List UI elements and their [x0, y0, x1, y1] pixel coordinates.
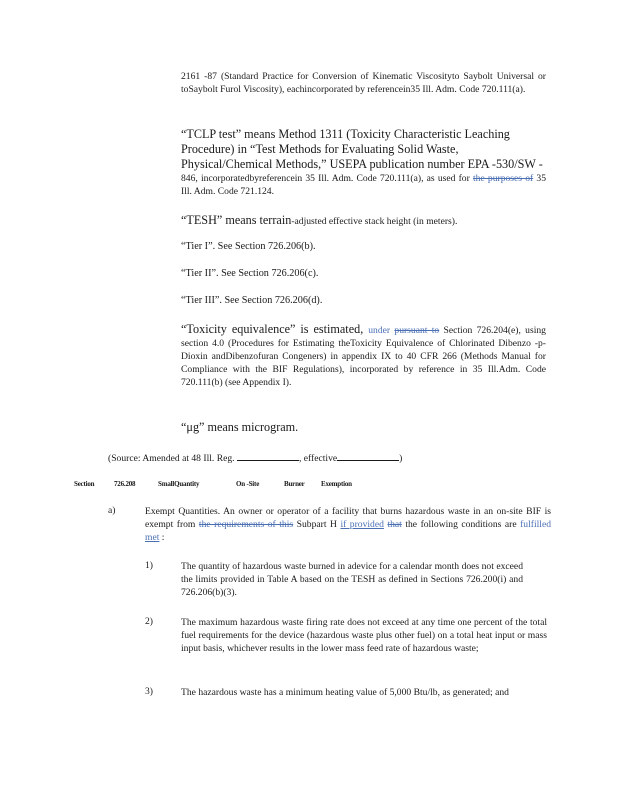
source-note	[108, 449, 528, 465]
item-2-label: 2)	[145, 616, 153, 627]
tclp-deleted: the purposes of	[473, 173, 534, 184]
microgram-text: “μg” means microgram.	[181, 420, 299, 434]
definition-tier-1	[181, 240, 546, 253]
tier-3-text: “Tier III”. See Section 726.206(d).	[181, 295, 323, 306]
section-label: Section	[74, 480, 95, 488]
tox-deleted: pursuant to	[394, 325, 440, 336]
definition-astm-continuation	[181, 70, 546, 96]
source-suffix: )	[399, 453, 403, 464]
tox-rest: Section 726.204(e), using section 4.0 (Procedures for Estimating theToxicity Equivalence of Chlorinated Dibenzo -p-Dioxin andDibenzofuran Congeners) in appendix IX to 40 CFR 266 (Methods Manual for Compliance with the BIF Regulations), incorporated by reference in 35 Ill.Adm. Code 720.111(b) (see Appendix I).	[181, 325, 546, 388]
subsection-a-inserted2: fulfilled	[520, 519, 552, 530]
item-1-text: The quantity of hazardous waste burned in adevice for a calendar month does not exceed the limits provided in Table A based on the TESH as defined in Sections 726.200(i) and 726.206(b)(3).	[181, 561, 523, 598]
tier-2-text: “Tier II”. See Section 726.206(c).	[181, 268, 319, 279]
source-prefix: (Source: Amended at 48 Ill. Reg.	[108, 453, 237, 464]
tclp-term: “TCLP test” means Method 1311 (Toxicity Characteristic Leaching Procedure) in “Test Methods for Evaluating Solid Waste, Physical/Chemical Methods,” USEPA publication number EPA -530/SW -	[181, 127, 543, 171]
definition-tier-3	[181, 294, 546, 307]
tclp-rest1: 846, incorporatedbyreferencein 35 Ill. Adm. Code 720.111(a), as used for	[181, 173, 473, 184]
item-3-text: The hazardous waste has a minimum heating value of 5,000 Btu/lb, as generated; and	[181, 687, 509, 698]
source-middle: , effective	[298, 453, 338, 464]
item-1-label: 1)	[145, 560, 153, 571]
section-number: 726.208	[114, 480, 136, 488]
definition-microgram	[181, 420, 546, 435]
subsection-a-text4: :	[159, 532, 165, 543]
tox-text	[181, 322, 546, 389]
section-title-3: Burner	[284, 480, 305, 488]
astm-text: 2161 -87 (Standard Practice for Conversion of Kinematic Viscosityto Saybolt Universal or toSaybolt Furol Viscosity), eachincorporated by referencein35 Ill. Adm. Code 720.111(a).	[181, 71, 546, 95]
tier-1-text: “Tier I”. See Section 726.206(b).	[181, 241, 316, 252]
section-heading	[0, 480, 618, 490]
subsection-a-deleted2: that	[387, 519, 402, 530]
tox-term: “Toxicity equivalence” is estimated,	[181, 322, 369, 336]
section-title-1: SmallQuantity	[158, 480, 200, 488]
subsection-a-label: a)	[108, 505, 116, 516]
tclp-rest	[181, 172, 546, 198]
item-2-text: The maximum hazardous waste firing rate does not exceed at any time one percent of the total fuel requirements for the device (hazardous waste plus other fuel) on a total heat input or mass input basis, whichever results in the lower mass feed rate of hazardous waste;	[181, 617, 547, 654]
source-blank-effective	[337, 449, 399, 461]
subsection-a-text3: the following conditions are	[401, 519, 521, 530]
definition-tier-2	[181, 267, 546, 280]
definition-tesh	[181, 211, 546, 229]
subsection-a-text2: Subpart H	[293, 519, 341, 530]
definition-tclp	[181, 127, 546, 198]
subsection-a-inserted3: met	[145, 532, 160, 543]
section-title-4: Exemption	[321, 480, 352, 488]
section-title-2: On -Site	[236, 480, 260, 488]
source-blank-register	[237, 449, 299, 461]
tesh-rest: -adjusted effective stack height (in meters).	[291, 216, 458, 227]
tclp-rest2: 35 Ill. Adm. Code 721.124.	[181, 173, 546, 197]
tesh-term: “TESH” means terrain	[181, 213, 292, 227]
subsection-a-body	[145, 505, 551, 544]
definition-toxicity-equivalence	[181, 322, 546, 389]
item-3-label: 3)	[145, 686, 153, 697]
subsection-a-inserted1: if provided	[340, 519, 384, 530]
tox-inserted: under	[368, 325, 391, 336]
subsection-a-text1: Exempt Quantities. An owner or operator of a facility that burns hazardous waste in an on-site BIF is exempt from	[145, 506, 551, 530]
subsection-a-deleted1: the requirements of this	[198, 519, 294, 530]
